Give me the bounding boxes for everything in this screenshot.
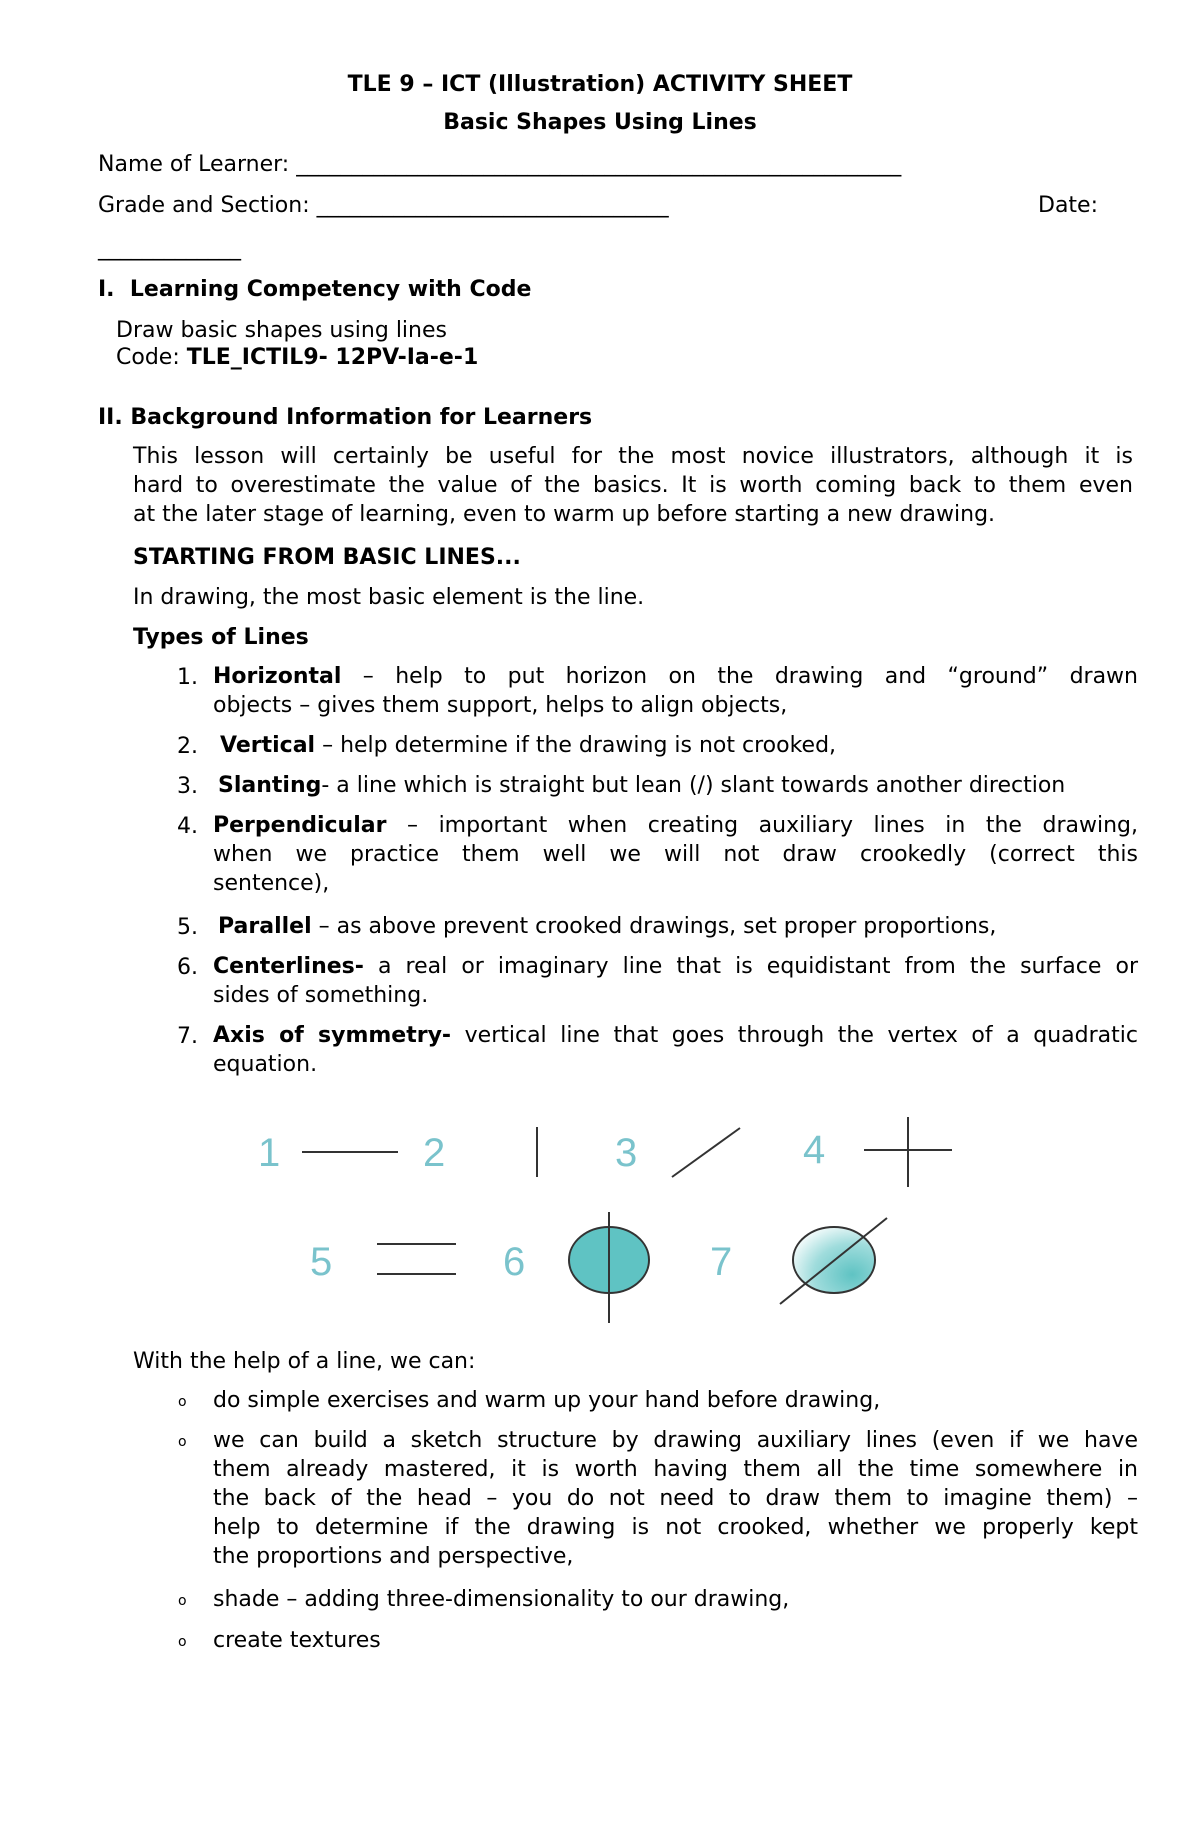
list-item [213, 952, 1138, 1010]
name-field [98, 152, 901, 177]
list-number: 4. [177, 814, 198, 839]
code-value: TLE_ICTIL9- 12PV-Ia-e-1 [186, 345, 479, 370]
bullet-marker: o [178, 1434, 187, 1450]
list-item [213, 1626, 1138, 1655]
grade-blank: ________________________________ [316, 193, 669, 218]
list-item [213, 1426, 1138, 1571]
figure-label-3: 3 [615, 1131, 638, 1175]
section-2-title: Background Information for Learners [130, 405, 593, 430]
slanting-line-sample [672, 1128, 740, 1177]
list-text: vertical line that goes through the vertex of a quadratic [451, 1023, 1138, 1048]
section-1-title: Learning Competency with Code [129, 277, 532, 302]
list-text: sentence), [213, 871, 330, 896]
figure-label-1: 1 [258, 1131, 281, 1175]
starting-heading: STARTING FROM BASIC LINES... [133, 545, 521, 570]
intro-line: This lesson will certainly be useful for the most novice illustrators, although it is [133, 444, 1133, 469]
list-text: do simple exercises and warm up your hand before drawing, [213, 1388, 881, 1413]
list-number: 7. [177, 1024, 198, 1049]
list-number: 2. [177, 734, 198, 759]
line-types-illustration [240, 1105, 970, 1335]
section-2-number: II. [98, 405, 123, 430]
list-item [213, 811, 1138, 898]
competency-text: Draw basic shapes using lines [116, 318, 447, 343]
list-item [213, 1386, 1138, 1415]
list-text: we can build a sketch structure by drawing auxiliary lines (even if we have [213, 1428, 1138, 1453]
list-text: equation. [213, 1052, 318, 1077]
list-term: Centerlines- [213, 954, 364, 979]
list-text: – help determine if the drawing is not crooked, [315, 733, 837, 758]
list-number: 6. [177, 955, 198, 980]
list-term: Vertical [220, 733, 316, 758]
intro-line: hard to overestimate the value of the basics. It is worth coming back to them even [133, 473, 1133, 498]
list-text: - a line which is straight but lean (/) slant towards another direction [321, 773, 1066, 798]
figure-label-5: 5 [310, 1240, 333, 1284]
types-heading: Types of Lines [133, 625, 309, 650]
list-number: 3. [177, 774, 198, 799]
list-text: the back of the head – you do not need to draw them to imagine them) – [213, 1486, 1138, 1511]
figure-label-7: 7 [710, 1240, 733, 1284]
bullet-marker: o [178, 1593, 187, 1609]
list-text: sides of something. [213, 983, 429, 1008]
bullet-marker: o [178, 1634, 187, 1650]
list-term: Parallel [218, 914, 312, 939]
date-blank: _____________ [98, 236, 241, 261]
grade-label: Grade and Section: [98, 193, 317, 218]
list-term: Axis of symmetry- [213, 1023, 452, 1048]
list-text: – as above prevent crooked drawings, set proper proportions, [311, 914, 997, 939]
list-text: the proportions and perspective, [213, 1544, 574, 1569]
list-term: Slanting [218, 773, 322, 798]
grade-field [98, 193, 669, 218]
name-blank: _______________________________________________________ [296, 152, 902, 177]
competency-code [116, 345, 478, 370]
date-label: Date: [1038, 193, 1098, 218]
figure-label-2: 2 [423, 1131, 446, 1175]
list-text: – help to put horizon on the drawing and “ground” drawn [341, 664, 1138, 689]
list-text: help to determine if the drawing is not crooked, whether we properly kept [213, 1515, 1138, 1540]
list-item [213, 1585, 1138, 1614]
basic-element-text: In drawing, the most basic element is the line. [133, 585, 645, 610]
figure-label-6: 6 [503, 1240, 526, 1284]
list-text: create textures [213, 1628, 381, 1653]
help-intro: With the help of a line, we can: [133, 1349, 476, 1374]
list-text: when we practice them well we will not draw crookedly (correct this [213, 842, 1138, 867]
list-text: them already mastered, it is worth having them all the time somewhere in [213, 1457, 1138, 1482]
list-term: Perpendicular [213, 813, 387, 838]
list-text: – important when creating auxiliary lines in the drawing, [386, 813, 1138, 838]
list-text: objects – gives them support, helps to align objects, [213, 693, 788, 718]
list-item [220, 731, 1145, 760]
list-item [218, 771, 1143, 800]
figure-label-4: 4 [803, 1128, 826, 1172]
section-1-heading [98, 277, 531, 302]
list-number: 5. [177, 915, 198, 940]
list-item [213, 662, 1138, 720]
list-number: 1. [177, 665, 198, 690]
bullet-marker: o [178, 1394, 187, 1410]
code-label: Code: [116, 345, 187, 370]
section-2-heading [98, 405, 592, 430]
list-item [218, 912, 1143, 941]
name-label: Name of Learner: [98, 152, 297, 177]
section-1-number: I. [98, 277, 115, 302]
list-text: a real or imaginary line that is equidistant from the surface or [363, 954, 1138, 979]
list-text: shade – adding three-dimensionality to our drawing, [213, 1587, 790, 1612]
list-item [213, 1021, 1138, 1079]
intro-line: at the later stage of learning, even to warm up before starting a new drawing. [133, 502, 996, 527]
intro-paragraph [133, 442, 1133, 529]
list-term: Horizontal [213, 664, 342, 689]
page-subtitle: Basic Shapes Using Lines [443, 110, 757, 135]
page-title: TLE 9 – ICT (Illustration) ACTIVITY SHEET [347, 72, 853, 97]
